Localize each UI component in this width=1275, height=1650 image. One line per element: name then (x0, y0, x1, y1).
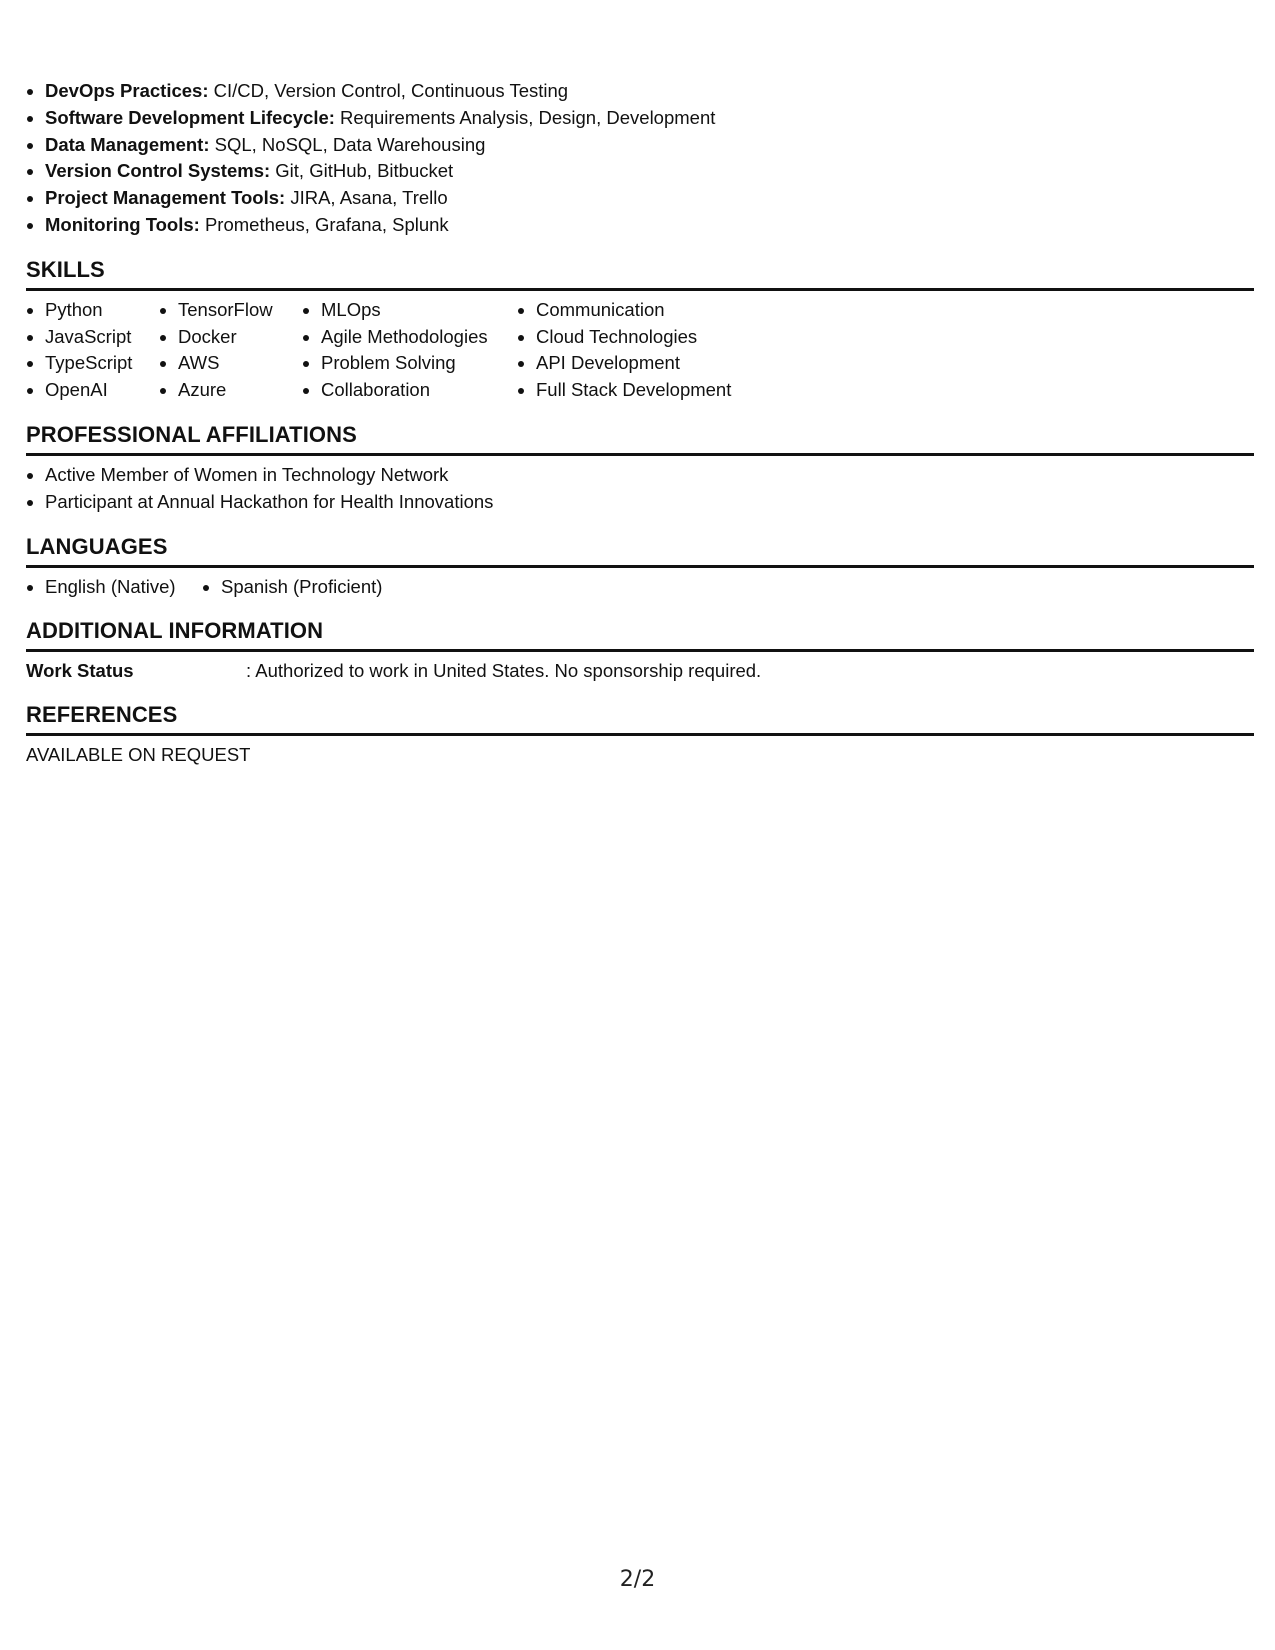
skill-item: JavaScript (26, 324, 159, 351)
skills-column (159, 297, 302, 404)
affiliation-item: Active Member of Women in Technology Network (26, 462, 1254, 489)
skill-item: Collaboration (302, 377, 517, 404)
language-item: Spanish (Proficient) (202, 574, 382, 601)
skill-item: Python (26, 297, 159, 324)
item-value: Requirements Analysis, Design, Development (334, 106, 716, 128)
list-item (26, 185, 1254, 212)
skill-item: OpenAI (26, 377, 159, 404)
list-item (26, 105, 1254, 132)
item-value: JIRA, Asana, Trello (285, 187, 448, 209)
languages-column (26, 574, 202, 601)
item-value: Git, GitHub, Bitbucket (270, 160, 454, 182)
work-status-row (26, 658, 1254, 684)
list-item (26, 158, 1254, 185)
skills-column (302, 297, 517, 404)
skill-item: Cloud Technologies (517, 324, 777, 351)
work-status-value: : Authorized to work in United States. No sponsorship required. (246, 660, 762, 682)
references-text: AVAILABLE ON REQUEST (26, 744, 251, 766)
skill-item: MLOps (302, 297, 517, 324)
affiliations-heading: PROFESSIONAL AFFILIATIONS (26, 422, 1254, 456)
skills-column (517, 297, 777, 404)
item-value: Prometheus, Grafana, Splunk (199, 213, 449, 235)
item-label: DevOps Practices: (45, 80, 209, 101)
skill-item: Full Stack Development (517, 377, 777, 404)
item-label: Version Control Systems: (45, 160, 271, 182)
skill-item: Azure (159, 377, 302, 404)
item-label: Software Development Lifecycle: (45, 106, 335, 128)
skills-grid (26, 297, 1254, 404)
languages-list (26, 574, 1254, 601)
page-number: 2/2 (619, 1567, 656, 1592)
work-status-label: Work Status (26, 660, 134, 682)
skill-item: Communication (517, 297, 777, 324)
skill-item: Docker (159, 324, 302, 351)
item-label: Data Management: (45, 133, 210, 155)
item-value: CI/CD, Version Control, Continuous Testing (208, 80, 569, 101)
list-item (26, 132, 1254, 159)
languages-column (202, 574, 382, 601)
resume-page (26, 78, 1254, 768)
skill-item: TensorFlow (159, 297, 302, 324)
affiliation-item: Participant at Annual Hackathon for Health Innovations (26, 489, 1254, 516)
references-heading: REFERENCES (26, 702, 1254, 736)
skill-item: AWS (159, 350, 302, 377)
skill-item: API Development (517, 350, 777, 377)
affiliations-list (26, 462, 1254, 516)
skills-column (26, 297, 159, 404)
list-item (26, 78, 1254, 105)
skill-item: TypeScript (26, 350, 159, 377)
skills-heading: SKILLS (26, 257, 1254, 291)
languages-heading: LANGUAGES (26, 534, 1254, 568)
technical-expertise-list (26, 78, 1254, 239)
skill-item: Problem Solving (302, 350, 517, 377)
item-label: Project Management Tools: (45, 187, 286, 209)
item-label: Monitoring Tools: (45, 213, 200, 235)
list-item (26, 212, 1254, 239)
item-value: SQL, NoSQL, Data Warehousing (209, 133, 486, 155)
language-item: English (Native) (26, 574, 202, 601)
skill-item: Agile Methodologies (302, 324, 517, 351)
additional-info-heading: ADDITIONAL INFORMATION (26, 618, 1254, 652)
